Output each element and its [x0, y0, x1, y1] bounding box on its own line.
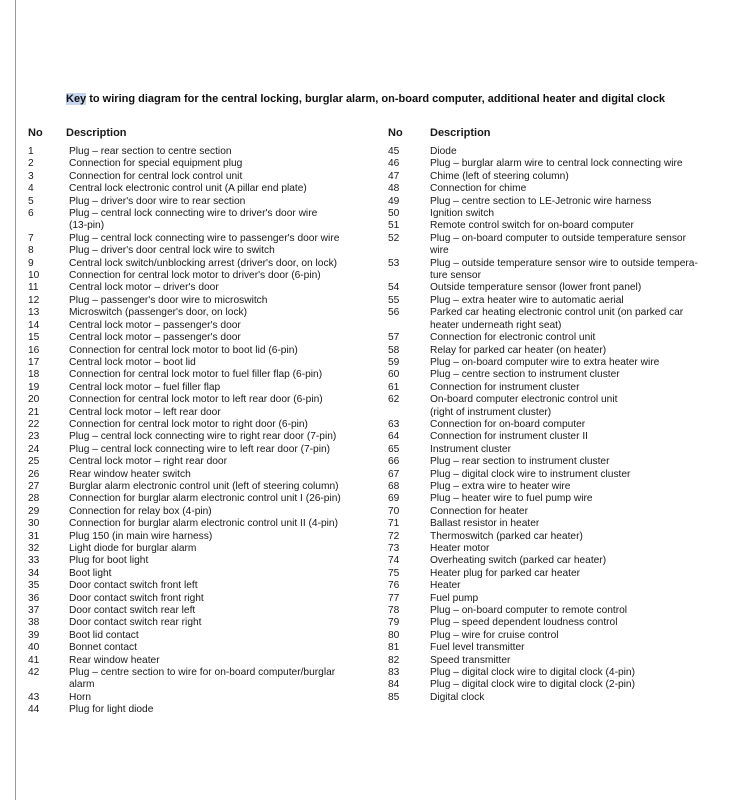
item-number: 35: [28, 580, 40, 592]
item-number: 68: [388, 480, 400, 492]
legend-row: [388, 630, 734, 642]
item-description: Plug – central lock connecting wire to left rear door (7-pin): [69, 443, 331, 455]
item-number: 64: [388, 431, 400, 443]
item-description: Heater: [430, 580, 461, 592]
item-description: Plug – centre section to wire for on-board computer/burglar: [69, 667, 336, 679]
item-description: Connection for central lock motor to fuel filler flap (6-pin): [69, 369, 323, 381]
legend-row: [388, 642, 734, 654]
item-number: 14: [28, 319, 40, 331]
legend-row: [388, 679, 734, 691]
item-description: Door contact switch rear left: [69, 605, 196, 617]
item-description: Plug – heater wire to fuel pump wire: [430, 493, 593, 505]
legend-row: [28, 171, 378, 183]
legend-row: [28, 407, 378, 419]
item-number: 22: [28, 418, 40, 430]
item-number: 48: [388, 183, 400, 195]
item-description: Central lock switch/unblocking arrest (driver's door, on lock): [69, 257, 338, 269]
item-description: Central lock electronic control unit (A pillar end plate): [69, 183, 307, 195]
legend-row: [388, 146, 734, 158]
left-column: [28, 127, 378, 717]
legend-row: [28, 580, 378, 592]
item-description: Outside temperature sensor (lower front panel): [430, 282, 642, 294]
item-description: wire: [430, 245, 449, 257]
legend-row: [28, 295, 378, 307]
item-description: Connection for central lock motor to right door (6-pin): [69, 418, 308, 430]
legend-row: [388, 282, 734, 294]
item-description: Diode: [430, 146, 457, 157]
item-number: 8: [28, 245, 34, 257]
item-number: 74: [388, 555, 400, 567]
item-number: 55: [388, 294, 400, 306]
legend-row: [388, 444, 734, 456]
item-number: 62: [388, 394, 400, 406]
item-number: 57: [388, 332, 400, 344]
item-number: 4: [28, 183, 34, 195]
item-number: 60: [388, 369, 400, 381]
item-description: Plug 150 (in main wire harness): [69, 530, 213, 542]
legend-row-continuation: [388, 407, 734, 419]
legend-row: [388, 568, 734, 580]
legend-row: [28, 704, 378, 716]
item-number: 47: [388, 170, 400, 182]
legend-row: [28, 431, 378, 443]
left-column-header: [28, 127, 378, 141]
legend-row: [388, 357, 734, 369]
item-number: 11: [28, 282, 39, 294]
item-description: Central lock motor – driver's door: [69, 282, 219, 294]
item-description: Connection for central lock motor to boot lid (6-pin): [69, 344, 298, 356]
item-number: 18: [28, 369, 40, 381]
title-highlight[interactable]: Key: [66, 93, 87, 105]
item-description: Central lock motor – fuel filler flap: [69, 381, 221, 393]
item-number: 70: [388, 505, 400, 517]
legend-row: [388, 543, 734, 555]
item-number: [28, 220, 69, 232]
item-description: Plug – centre section to LE-Jetronic wire harness: [430, 195, 652, 207]
item-description: Bonnet contact: [69, 642, 137, 654]
item-number: 54: [388, 282, 400, 294]
page-title: [66, 93, 665, 105]
legend-row: [388, 531, 734, 543]
item-description: Connection for relay box (4-pin): [69, 505, 212, 517]
legend-row: [28, 630, 378, 642]
legend-row: [28, 332, 378, 344]
item-number: 41: [28, 654, 40, 666]
item-number: 9: [28, 257, 34, 269]
legend-row: [28, 369, 378, 381]
legend-row: [388, 345, 734, 357]
item-description: Instrument cluster: [430, 443, 511, 455]
item-number: 43: [28, 691, 40, 703]
right-column: [388, 127, 734, 704]
item-description: Plug for boot light: [69, 555, 149, 567]
legend-row: [28, 655, 378, 667]
item-number: 73: [388, 543, 400, 554]
item-description: Connection for on-board computer: [430, 418, 586, 430]
item-description: Plug – driver's door central lock wire to switch: [69, 245, 275, 257]
right-entries: [388, 146, 734, 704]
item-number: [388, 245, 430, 257]
legend-row: [28, 320, 378, 332]
legend-row-continuation: [388, 320, 734, 332]
legend-row: [388, 456, 734, 468]
item-description: Central lock motor – boot lid: [69, 356, 196, 368]
legend-row: [28, 394, 378, 406]
legend-row: [28, 158, 378, 170]
item-description: Rear window heater switch: [69, 468, 191, 480]
item-number: 85: [388, 691, 400, 703]
item-number: 72: [388, 530, 400, 542]
legend-row: [388, 518, 734, 530]
legend-row: [28, 617, 378, 629]
item-description: (right of instrument cluster): [430, 406, 552, 418]
item-description: Boot lid contact: [69, 629, 139, 641]
item-number: 25: [28, 456, 40, 468]
legend-row: [388, 394, 734, 406]
legend-row-continuation: [388, 270, 734, 282]
item-number: 63: [388, 418, 400, 430]
item-number: [388, 407, 430, 419]
item-description: ture sensor: [430, 270, 481, 282]
legend-row-continuation: [28, 679, 378, 691]
item-number: 37: [28, 605, 40, 617]
item-description: Connection for heater: [430, 505, 528, 517]
item-description: Plug – on-board computer to remote control: [430, 605, 628, 617]
item-number: 21: [28, 406, 40, 418]
legend-row: [28, 642, 378, 654]
item-description: Plug – digital clock wire to instrument cluster: [430, 468, 631, 480]
legend-row: [28, 518, 378, 530]
item-description: Plug – rear section to instrument cluster: [430, 456, 610, 468]
item-description: Remote control switch for on-board computer: [430, 220, 634, 232]
item-description: On-board computer electronic control unit: [430, 394, 618, 406]
legend-row: [28, 382, 378, 394]
legend-row: [28, 419, 378, 431]
item-number: 49: [388, 195, 400, 207]
item-number: 71: [388, 518, 400, 530]
item-description: Thermoswitch (parked car heater): [430, 530, 583, 542]
legend-row: [28, 196, 378, 208]
item-number: 80: [388, 629, 400, 641]
legend-row: [28, 233, 378, 245]
legend-row: [388, 332, 734, 344]
legend-row: [28, 183, 378, 195]
item-number: 3: [28, 170, 34, 182]
item-number: [28, 679, 69, 691]
legend-row: [388, 655, 734, 667]
item-description: Burglar alarm electronic control unit (left of steering column): [69, 480, 339, 492]
item-description: Plug – rear section to centre section: [69, 146, 232, 157]
item-description: Plug – digital clock wire to digital clock (4-pin): [430, 667, 635, 679]
item-description: Digital clock: [430, 691, 485, 703]
legend-row: [388, 158, 734, 170]
item-number: 29: [28, 505, 40, 517]
item-number: 23: [28, 431, 40, 443]
item-number: 76: [388, 580, 400, 592]
legend-row: [28, 208, 378, 220]
left-entries: [28, 146, 378, 717]
item-number: 40: [28, 642, 40, 654]
legend-row: [28, 282, 378, 294]
legend-row: [388, 183, 734, 195]
legend-row: [388, 419, 734, 431]
item-number: 75: [388, 567, 400, 579]
item-description: Connection for burglar alarm electronic control unit I (26-pin): [69, 493, 341, 505]
item-description: Relay for parked car heater (on heater): [430, 344, 607, 356]
item-number: 51: [388, 220, 400, 232]
item-description: Plug – wire for cruise control: [430, 629, 559, 641]
item-description: Central lock motor – passenger's door: [69, 332, 241, 344]
item-description: Rear window heater: [69, 654, 160, 666]
item-description: Plug – central lock connecting wire to driver's door wire: [69, 208, 318, 220]
item-number: [388, 320, 430, 332]
item-description: Connection for instrument cluster: [430, 381, 580, 393]
item-description: Connection for central lock motor to left rear door (6-pin): [69, 394, 323, 406]
legend-row: [388, 233, 734, 245]
legend-row: [388, 258, 734, 270]
legend-row: [388, 692, 734, 704]
item-number: 82: [388, 654, 400, 666]
item-number: 33: [28, 555, 40, 567]
item-description: Boot light: [69, 567, 112, 579]
legend-row: [388, 208, 734, 220]
item-description: Heater plug for parked car heater: [430, 567, 581, 579]
item-number: 10: [28, 270, 40, 282]
legend-row: [388, 369, 734, 381]
legend-row: [28, 568, 378, 580]
right-column-header: [388, 127, 734, 141]
item-number: 6: [28, 208, 34, 220]
item-description: Plug – burglar alarm wire to central lock connecting wire: [430, 158, 683, 170]
item-description: Light diode for burglar alarm: [69, 543, 197, 554]
legend-row: [388, 307, 734, 319]
item-description: Central lock motor – passenger's door: [69, 319, 241, 331]
item-number: 13: [28, 307, 40, 319]
item-number: 17: [28, 356, 40, 368]
item-number: 61: [388, 381, 400, 393]
legend-row: [388, 481, 734, 493]
item-description: Fuel level transmitter: [430, 642, 525, 654]
legend-row: [388, 667, 734, 679]
legend-row: [28, 692, 378, 704]
item-description: Plug – on-board computer to outside temperature sensor: [430, 232, 686, 244]
legend-row: [388, 605, 734, 617]
item-description: Parked car heating electronic control unit (on parked car: [430, 307, 684, 319]
item-description: Connection for instrument cluster II: [430, 431, 588, 443]
item-number: 24: [28, 443, 40, 455]
legend-row-continuation: [28, 220, 378, 232]
item-description: Plug – extra wire to heater wire: [430, 480, 571, 492]
item-description: Plug for light diode: [69, 704, 154, 716]
header-description: Description: [66, 127, 127, 139]
item-number: 44: [28, 704, 40, 716]
item-description: Ballast resistor in heater: [430, 518, 540, 530]
header-no: No: [388, 127, 403, 139]
item-number: 1: [28, 146, 34, 157]
item-number: 5: [28, 195, 34, 207]
item-number: 12: [28, 294, 40, 306]
item-description: Plug – extra heater wire to automatic aerial: [430, 294, 624, 306]
item-number: 56: [388, 307, 400, 319]
legend-row: [28, 270, 378, 282]
legend-row: [388, 593, 734, 605]
item-number: 83: [388, 667, 400, 679]
item-description: Connection for burglar alarm electronic control unit II (4-pin): [69, 518, 338, 530]
legend-row: [388, 431, 734, 443]
item-number: [388, 270, 430, 282]
item-number: 28: [28, 493, 40, 505]
item-description: Plug – on-board computer wire to extra heater wire: [430, 356, 660, 368]
legend-row: [388, 196, 734, 208]
legend-row: [388, 220, 734, 232]
item-description: Overheating switch (parked car heater): [430, 555, 607, 567]
legend-row: [28, 555, 378, 567]
legend-row: [28, 258, 378, 270]
header-description: Description: [430, 127, 491, 139]
item-number: 27: [28, 480, 40, 492]
item-description: Central lock motor – left rear door: [69, 406, 221, 418]
item-number: 52: [388, 232, 400, 244]
item-number: 79: [388, 617, 400, 629]
item-number: 66: [388, 456, 400, 468]
item-number: 7: [28, 232, 34, 244]
item-description: Ignition switch: [430, 208, 494, 220]
item-number: 59: [388, 356, 400, 368]
item-number: 31: [28, 530, 40, 542]
item-description: Fuel pump: [430, 592, 479, 604]
legend-row: [28, 481, 378, 493]
legend-row: [28, 605, 378, 617]
item-number: 77: [388, 592, 400, 604]
legend-row: [28, 531, 378, 543]
item-number: 32: [28, 543, 40, 554]
legend-row: [388, 382, 734, 394]
item-description: Connection for electronic control unit: [430, 332, 596, 344]
item-description: Connection for central lock motor to driver's door (6-pin): [69, 270, 321, 282]
legend-row: [388, 617, 734, 629]
item-description: Plug – speed dependent loudness control: [430, 617, 618, 629]
item-number: 45: [388, 146, 400, 157]
item-description: Plug – centre section to instrument cluster: [430, 369, 620, 381]
item-description: Door contact switch front left: [69, 580, 198, 592]
legend-row-continuation: [388, 245, 734, 257]
item-description: Plug – central lock connecting wire to right rear door (7-pin): [69, 431, 337, 443]
page-margin-rule: [15, 0, 16, 800]
item-number: 20: [28, 394, 40, 406]
item-number: 2: [28, 158, 34, 170]
item-description: Plug – central lock connecting wire to passenger's door wire: [69, 232, 340, 244]
legend-row: [388, 493, 734, 505]
item-description: Plug – driver's door wire to rear section: [69, 195, 246, 207]
item-description: Speed transmitter: [430, 654, 511, 666]
legend-row: [388, 469, 734, 481]
item-number: 34: [28, 567, 40, 579]
item-number: 19: [28, 381, 40, 393]
legend-row: [28, 593, 378, 605]
legend-row: [388, 171, 734, 183]
legend-row: [388, 295, 734, 307]
item-number: 81: [388, 642, 400, 654]
item-description: Connection for central lock control unit: [69, 170, 243, 182]
legend-row: [28, 357, 378, 369]
item-number: 30: [28, 518, 40, 530]
legend-row: [388, 506, 734, 518]
item-number: 42: [28, 667, 40, 679]
item-number: 46: [388, 158, 400, 170]
item-number: 15: [28, 332, 40, 344]
item-description: (13-pin): [69, 220, 105, 232]
item-description: Connection for chime: [430, 183, 527, 195]
item-number: 84: [388, 679, 400, 691]
legend-row: [28, 469, 378, 481]
item-description: Chime (left of steering column): [430, 170, 569, 182]
legend-row: [28, 307, 378, 319]
item-description: Plug – passenger's door wire to microswitch: [69, 294, 268, 306]
item-description: alarm: [69, 679, 95, 691]
item-number: 26: [28, 468, 40, 480]
legend-row: [28, 345, 378, 357]
item-number: 53: [388, 257, 400, 269]
legend-row: [28, 667, 378, 679]
item-number: 58: [388, 344, 400, 356]
title-text: to wiring diagram for the central locking, burglar alarm, on-board computer, additional heater and digital clock: [86, 93, 666, 105]
item-description: Horn: [69, 691, 92, 703]
item-description: Connection for special equipment plug: [69, 158, 243, 170]
header-no: No: [28, 127, 43, 139]
item-number: 50: [388, 208, 400, 220]
legend-row: [28, 146, 378, 158]
item-number: 65: [388, 443, 400, 455]
item-description: Heater motor: [430, 543, 490, 554]
item-description: Door contact switch rear right: [69, 617, 202, 629]
legend-row: [388, 580, 734, 592]
item-description: Door contact switch front right: [69, 592, 204, 604]
item-description: heater underneath right seat): [430, 319, 562, 331]
item-description: Central lock motor – right rear door: [69, 456, 227, 468]
item-description: Plug – outside temperature sensor wire to outside tempera-: [430, 257, 698, 269]
item-number: 38: [28, 617, 40, 629]
item-number: 69: [388, 493, 400, 505]
legend-row: [28, 543, 378, 555]
item-number: 39: [28, 629, 40, 641]
legend-row: [28, 245, 378, 257]
item-number: 16: [28, 344, 40, 356]
item-number: 36: [28, 592, 40, 604]
item-number: 78: [388, 605, 400, 617]
legend-row: [28, 493, 378, 505]
item-number: 67: [388, 468, 400, 480]
legend-row: [28, 456, 378, 468]
legend-row: [388, 555, 734, 567]
legend-row: [28, 444, 378, 456]
item-description: Microswitch (passenger's door, on lock): [69, 307, 248, 319]
legend-row: [28, 506, 378, 518]
item-description: Plug – digital clock wire to digital clock (2-pin): [430, 679, 635, 691]
